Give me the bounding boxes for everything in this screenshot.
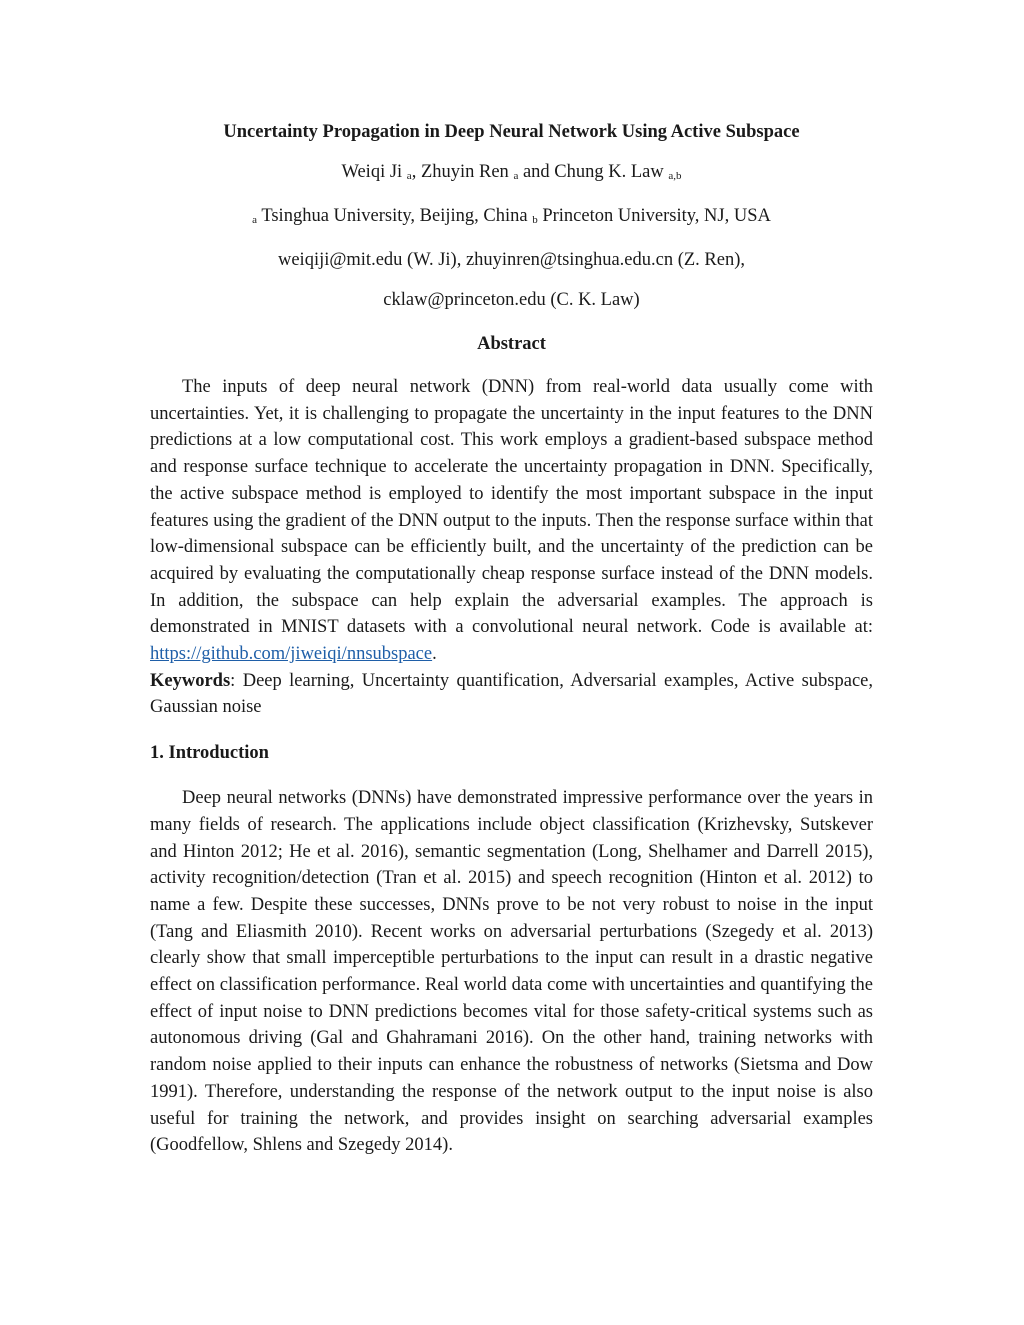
author-affiliation-mark: a bbox=[406, 170, 412, 182]
author-affiliation-mark: a,b bbox=[668, 170, 682, 182]
keywords-paragraph bbox=[150, 668, 873, 721]
email-line: cklaw@princeton.edu (C. K. Law) bbox=[383, 290, 640, 310]
paper-page bbox=[150, 118, 873, 1159]
author-line bbox=[150, 158, 873, 190]
author-name: Zhuyin Ren bbox=[420, 162, 509, 182]
keywords-label: Keywords bbox=[150, 670, 231, 691]
paper-title: Uncertainty Propagation in Deep Neural Network Using Active Subspace bbox=[223, 122, 800, 142]
author-name: Weiqi Ji bbox=[341, 162, 403, 182]
author-separator: , bbox=[411, 162, 421, 182]
affiliation-text: Princeton University, NJ, USA bbox=[542, 206, 771, 226]
section-heading-introduction: 1. Introduction bbox=[150, 743, 269, 764]
abstract-trailing: . bbox=[432, 644, 437, 665]
affiliation-line bbox=[150, 202, 873, 234]
author-separator: and bbox=[518, 162, 555, 182]
introduction-paragraph: Deep neural networks (DNNs) have demonstrated impressive performance over the years in many fields of research. The applications include object classification (Krizhevsky, Sutskever and Hinton 2012; He et al. 2016), semantic segmentation (Long, Shelhamer and Darrell 2015), activity recognition/detection (Tran et al. 2015) and speech recognition (Hinton et al. 2012) to name a few. Despite these successes, DNNs prove to be not very robust to noise in the input (Tang and Eliasmith 2010). Recent works on adversarial perturbations (Szegedy et al. 2013) clearly show that small imperceptible perturbations to the input can result in a drastic negative effect on classification performance. Real world data come with uncertainties and quantifying the effect of input noise to DNN predictions becomes vital for those safety-critical systems such as autonomous driving (Gal and Ghahramani 2016). On the other hand, training networks with random noise applied to their inputs can enhance the robustness of networks (Sietsma and Dow 1991). Therefore, understanding the response of the network output to the input noise is also useful for training the network, and provides insight on searching adversarial examples (Goodfellow, Shlens and Szegedy 2014). bbox=[150, 788, 873, 1156]
abstract-text: The inputs of deep neural network (DNN) from real-world data usually come with uncertainties. Yet, it is challenging to propagate the uncertainty in the input features to the DNN predictions at a low computational cost. This work employs a gradient-based subspace method and response surface technique to accelerate the uncertainty propagation in DNN. Specifically, the active subspace method is employed to identify the most important subspace in the input features using the gradient of the DNN output to the inputs. Then the response surface within that low-dimensional subspace can be efficiently built, and the uncertainty of the prediction can be acquired by evaluating the computationally cheap response surface instead of the DNN models. In addition, the subspace can help explain the adversarial examples. The approach is demonstrated in MNIST datasets with a convolutional neural network. Code is available at: bbox=[150, 377, 873, 638]
author-affiliation-mark: a bbox=[513, 170, 519, 182]
code-link[interactable]: https://github.com/jiweiqi/nnsubspace bbox=[150, 644, 433, 665]
affiliation-text: Tsinghua University, Beijing, China bbox=[261, 206, 528, 226]
affiliation-mark: b bbox=[532, 214, 538, 226]
affiliation-mark: a bbox=[252, 214, 258, 226]
email-line: weiqiji@mit.edu (W. Ji), zhuyinren@tsinghua.edu.cn (Z. Ren), bbox=[277, 250, 746, 270]
author-name: Chung K. Law bbox=[554, 162, 664, 182]
abstract-paragraph bbox=[150, 374, 873, 668]
keywords-text: : Deep learning, Uncertainty quantification, Adversarial examples, Active subspace, Gaussian noise bbox=[150, 670, 873, 718]
abstract-heading: Abstract bbox=[477, 334, 546, 354]
